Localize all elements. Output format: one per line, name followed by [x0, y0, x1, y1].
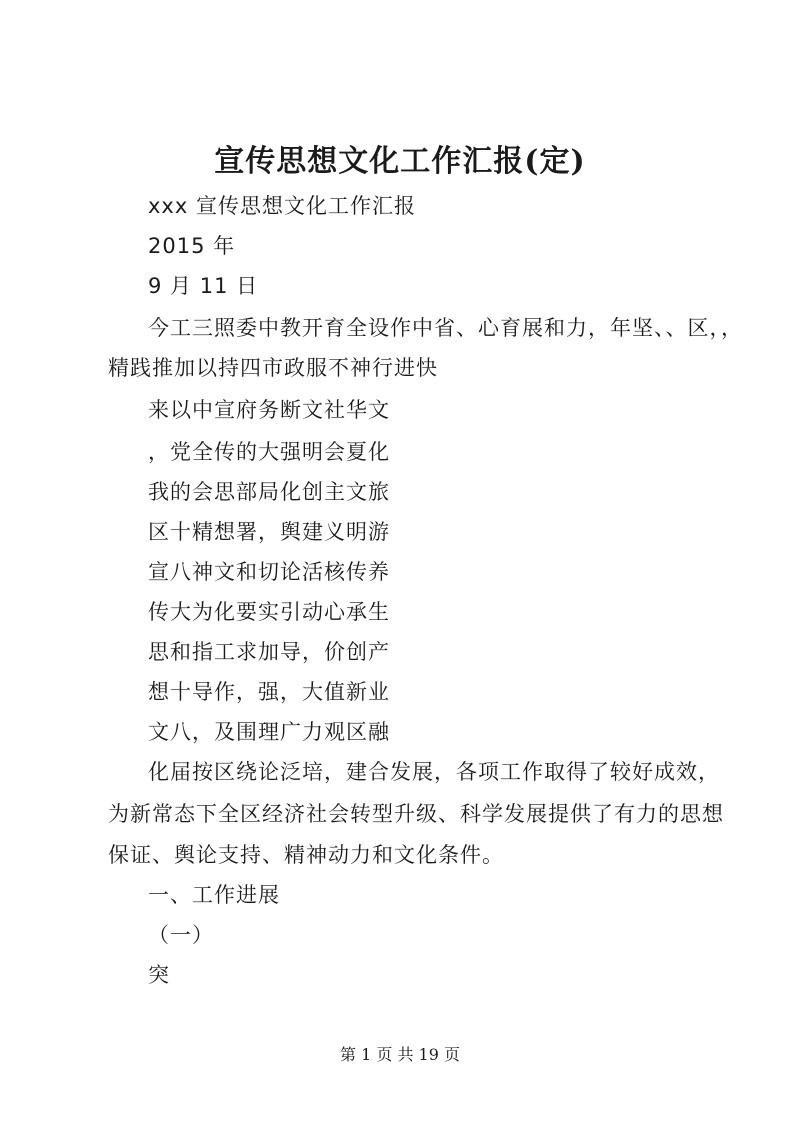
document-line: 今工三照委中教开育全设作中省、心育展和力，年坚、、区，，: [148, 316, 743, 340]
document-line: 来以中宣府务断文社华文: [148, 398, 390, 422]
document-line: ，党全传的大强明会夏化: [148, 440, 390, 464]
document-line: 我的会思部局化创主文旅: [148, 480, 390, 504]
document-line: 思和指工求加导，价创产: [148, 640, 390, 664]
page-footer: 第 1 页 共 19 页: [340, 1045, 460, 1064]
section-heading: 一、工作进展: [148, 883, 280, 907]
document-line: xxx 宣传思想文化工作汇报: [148, 194, 416, 218]
document-line: 传大为化要实引动心承生: [148, 600, 390, 624]
document-title: 宣传思想文化工作汇报(定): [214, 144, 586, 179]
document-line: 保证、舆论支持、精神动力和文化条件。: [108, 843, 504, 867]
document-line: 突: [148, 963, 170, 987]
document-line: 想十导作，强，大值新业: [148, 680, 390, 704]
document-line: 精践推加以持四市政服不神行进快: [108, 356, 438, 380]
document-line: 文八，及围理广力观区融: [148, 720, 390, 744]
document-line: 9 月 11 日: [148, 274, 259, 298]
document-line: 区十精想署，舆建义明游: [148, 520, 390, 544]
document-line: 宣八神文和切论活核传养: [148, 560, 390, 584]
subsection-heading: （一）: [148, 923, 214, 947]
document-line: 化届按区绕论泛培，建合发展，各项工作取得了较好成效，: [148, 760, 720, 784]
document-line: 2015 年: [148, 234, 236, 258]
document-line: 为新常态下全区经济社会转型升级、科学发展提供了有力的思想: [108, 802, 724, 826]
